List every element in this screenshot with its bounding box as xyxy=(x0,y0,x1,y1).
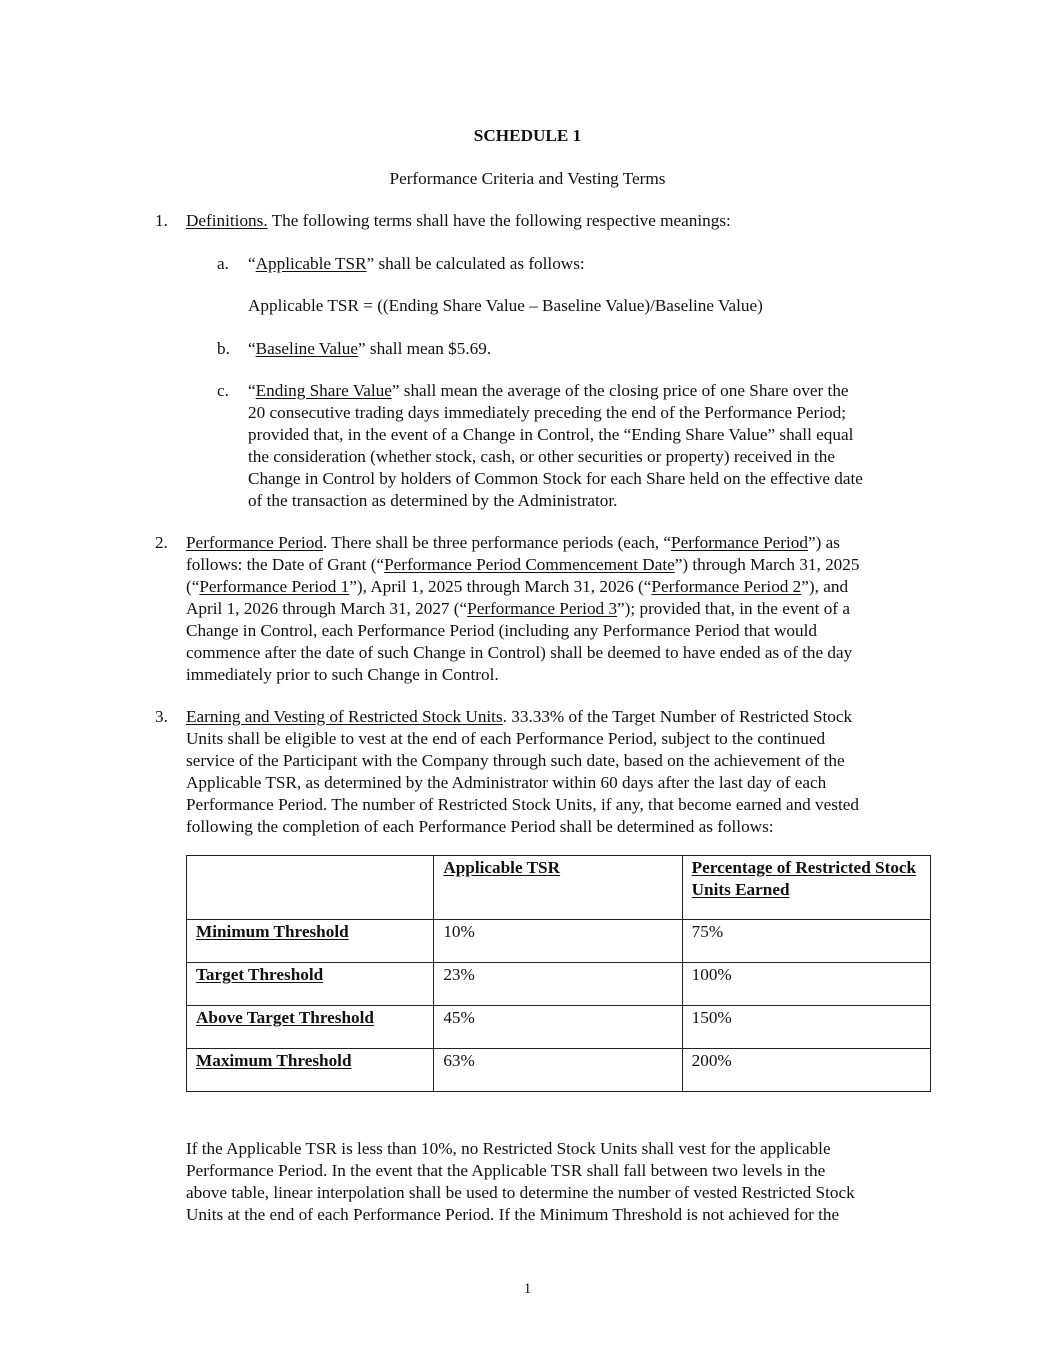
open-quote: “ xyxy=(248,381,256,400)
row-pct: 150% xyxy=(682,1006,930,1049)
section-2-text: ”) through March 31, 2025 xyxy=(674,555,860,574)
section-2-text: (“ xyxy=(186,577,200,596)
table-header-row xyxy=(187,856,931,920)
term-ending-share-value: Ending Share Value xyxy=(255,381,392,400)
threshold-table xyxy=(186,855,931,1092)
section-3-line-5: Performance Period. The number of Restricted Stock Units, if any, that become earned and vested xyxy=(186,795,859,814)
row-tsr: 10% xyxy=(434,920,682,963)
section-2-text: ”) as xyxy=(808,533,840,552)
item-c-line-5: Change in Control by holders of Common Stock for each Share held on the effective date xyxy=(248,469,863,488)
row-pct: 75% xyxy=(682,920,930,963)
row-pct: 200% xyxy=(682,1049,930,1092)
section-1-number: 1. xyxy=(155,211,168,230)
table-row xyxy=(187,920,931,963)
item-c-rest: ” shall mean the average of the closing price of one Share over the xyxy=(391,381,849,400)
table-row xyxy=(187,963,931,1006)
closing-line-1: If the Applicable TSR is less than 10%, no Restricted Stock Units shall vest for the applicable xyxy=(186,1139,831,1158)
row-tsr: 45% xyxy=(434,1006,682,1049)
term-performance-period: Performance Period xyxy=(671,533,808,552)
section-3-line-3: service of the Participant with the Company through such date, based on the achievement of the xyxy=(186,751,845,770)
row-label-minimum: Minimum Threshold xyxy=(187,920,434,963)
section-2-line-4 xyxy=(186,598,850,620)
open-quote: “ xyxy=(248,254,256,273)
row-label-target: Target Threshold xyxy=(187,963,434,1006)
table-header-applicable-tsr: Applicable TSR xyxy=(434,856,682,920)
term-performance-period-3: Performance Period 3 xyxy=(467,599,618,618)
item-c-line-2: 20 consecutive trading days immediately preceding the end of the Performance Period; xyxy=(248,403,847,422)
section-2-text: follows: the Date of Grant (“ xyxy=(186,555,385,574)
term-baseline-value: Baseline Value xyxy=(255,339,358,358)
section-2-text: ”); provided that, in the event of a xyxy=(617,599,850,618)
item-b-rest: ” shall mean $5.69. xyxy=(357,339,492,358)
table-header-empty xyxy=(187,856,434,920)
section-3-line-6: following the completion of each Performance Period shall be determined as follows: xyxy=(186,817,774,836)
section-2-line-1 xyxy=(186,532,840,554)
item-c-line-6: of the transaction as determined by the Administrator. xyxy=(248,491,618,510)
section-2-heading: Performance Period xyxy=(186,533,323,552)
term-performance-period-2: Performance Period 2 xyxy=(651,577,802,596)
item-c-line-3: provided that, in the event of a Change in Control, the “Ending Share Value” shall equal xyxy=(248,425,854,444)
item-b-label: b. xyxy=(217,339,230,358)
item-a-rest: ” shall be calculated as follows: xyxy=(366,254,585,273)
term-applicable-tsr: Applicable TSR xyxy=(255,254,367,273)
section-2-text: ”), April 1, 2025 through March 31, 2026 (“ xyxy=(349,577,652,596)
section-1-text: The following terms shall have the following respective meanings: xyxy=(267,211,731,230)
section-2-line-7: immediately prior to such Change in Control. xyxy=(186,665,499,684)
term-commencement-date: Performance Period Commencement Date xyxy=(384,555,675,574)
item-c-line-1 xyxy=(248,380,849,402)
closing-line-3: above table, linear interpolation shall be used to determine the number of vested Restricted Stock xyxy=(186,1183,855,1202)
section-3-heading: Earning and Vesting of Restricted Stock Units xyxy=(186,707,503,726)
table-row xyxy=(187,1006,931,1049)
item-c-line-4: the consideration (whether stock, cash, or other securities or property) received in the xyxy=(248,447,836,466)
closing-line-4: Units at the end of each Performance Period. If the Minimum Threshold is not achieved for the xyxy=(186,1205,840,1224)
table-row xyxy=(187,1049,931,1092)
item-b-line xyxy=(248,338,491,360)
section-2-line-5: Change in Control, each Performance Period (including any Performance Period that would xyxy=(186,621,817,640)
section-2-text: . There shall be three performance periods (each, “ xyxy=(322,533,672,552)
schedule-title: SCHEDULE 1 xyxy=(473,126,582,145)
row-pct: 100% xyxy=(682,963,930,1006)
tsr-formula: Applicable TSR = ((Ending Share Value – Baseline Value)/Baseline Value) xyxy=(248,296,763,315)
section-2-text: ”), and xyxy=(801,577,849,596)
row-label-maximum: Maximum Threshold xyxy=(187,1049,434,1092)
row-tsr: 63% xyxy=(434,1049,682,1092)
term-performance-period-1: Performance Period 1 xyxy=(199,577,350,596)
section-3-line-4: Applicable TSR, as determined by the Administrator within 60 days after the last day of each xyxy=(186,773,827,792)
section-3-number: 3. xyxy=(155,707,168,726)
item-a-label: a. xyxy=(217,254,229,273)
section-2-line-2 xyxy=(186,554,859,576)
row-label-above-target: Above Target Threshold xyxy=(187,1006,434,1049)
item-a-line xyxy=(248,253,585,275)
section-2-line-3 xyxy=(186,576,848,598)
section-2-text: April 1, 2026 through March 31, 2027 (“ xyxy=(186,599,468,618)
schedule-subtitle: Performance Criteria and Vesting Terms xyxy=(389,169,666,188)
section-2-number: 2. xyxy=(155,533,168,552)
section-1-heading: Definitions. xyxy=(186,211,268,230)
section-1-line xyxy=(186,210,731,232)
table-header-percentage: Percentage of Restricted Stock Units Earned xyxy=(682,856,930,920)
section-3-line-2: Units shall be eligible to vest at the end of each Performance Period, subject to the continued xyxy=(186,729,826,748)
row-tsr: 23% xyxy=(434,963,682,1006)
closing-line-2: Performance Period. In the event that the Applicable TSR shall fall between two levels in the xyxy=(186,1161,826,1180)
section-3-line-1 xyxy=(186,706,852,728)
page-number: 1 xyxy=(523,1281,532,1297)
section-3-text: . 33.33% of the Target Number of Restricted Stock xyxy=(502,707,853,726)
item-c-label: c. xyxy=(217,381,229,400)
section-2-line-6: commence after the date of such Change in Control) shall be deemed to have ended as of the day xyxy=(186,643,853,662)
open-quote: “ xyxy=(248,339,256,358)
